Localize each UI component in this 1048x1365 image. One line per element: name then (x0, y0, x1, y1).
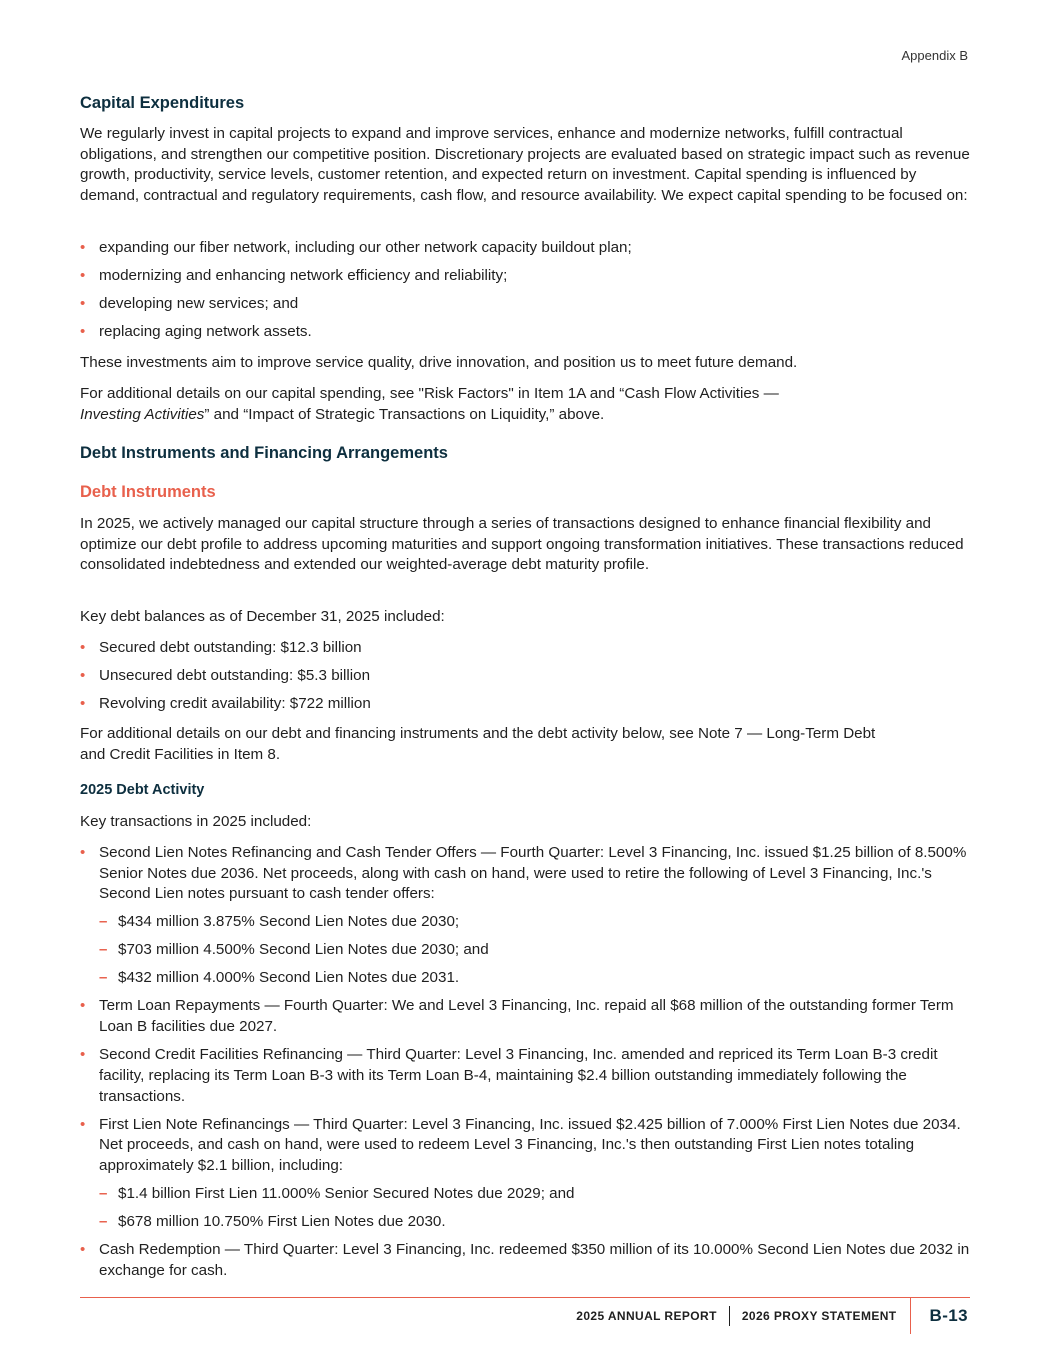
sub-list-item: – $1.4 billion First Lien 11.000% Senior Secured Notes due 2029; and (80, 1184, 970, 1205)
debt-balances-list (80, 638, 970, 715)
list-item: • developing new services; and (80, 294, 970, 315)
debt-heading: Debt Instruments and Financing Arrangements (80, 444, 448, 462)
capex-heading: Capital Expenditures (80, 94, 245, 112)
dash-icon: – (99, 913, 108, 931)
bullet-icon: • (80, 267, 86, 284)
list-item: • Term Loan Repayments — Fourth Quarter: We and Level 3 Financing, Inc. repaid all $68 million of the outstanding former Term Loan B facilities due 2027. (80, 997, 954, 1036)
bullet-icon: • (80, 639, 86, 656)
bullet-icon: • (80, 667, 86, 684)
list-item: • Secured debt outstanding: $12.3 billion (80, 638, 970, 659)
bullet-icon: • (80, 844, 86, 861)
debt-balances-lead: Key debt balances as of December 31, 2025 included: (80, 608, 445, 625)
bullet-icon: • (80, 695, 86, 712)
bullet-icon: • (80, 295, 86, 312)
debt-intro: In 2025, we actively managed our capital structure through a series of transactions designed to enhance financial flexibility and optimize our debt profile to address upcoming maturities and support ongoing transformation initiatives. These transactions reduced consolidated indebtedness and extended our weighted-average debt maturity profile. (80, 515, 964, 574)
debt-details: For additional details on our debt and financing instruments and the debt activity below, see Note 7 — Long-Term Debt and Credit Facilities in Item 8. (80, 725, 876, 763)
footer-annual-report: 2025 ANNUAL REPORT (576, 1309, 717, 1323)
list-item: • Unsecured debt outstanding: $5.3 billion (80, 666, 970, 687)
dash-icon: – (99, 1184, 108, 1202)
list-item: • replacing aging network assets. (80, 322, 970, 343)
sub-list-item: – $432 million 4.000% Second Lien Notes due 2031. (80, 968, 970, 989)
debt-activity-lead: Key transactions in 2025 included: (80, 813, 312, 830)
bullet-icon: • (80, 997, 86, 1015)
list-item: • Second Credit Facilities Refinancing — Third Quarter: Level 3 Financing, Inc. amended and repriced its Term Loan B-3 credit facility, replacing its Term Loan B-3 with its Term Loan B-4, maintaining $2.4 billion outstanding immediately following the transactions. (80, 1046, 938, 1105)
bullet-icon: • (80, 323, 86, 340)
capex-intro: We regularly invest in capital projects to expand and improve services, enhance and modernize networks, fulfill contractual obligations, and strengthen our competitive position. Discretionary projects are evaluated based on strategic impact such as revenue growth, productivity, service levels, customer retention, and expected return on investment. Capital spending is influenced by demand, contractual and regulatory requirements, cash flow, and resource availability. We expect capital spending to be focused on: (80, 125, 970, 205)
sub-list-item: – $678 million 10.750% First Lien Notes due 2030. (80, 1212, 970, 1233)
bullet-icon: • (80, 1115, 86, 1133)
list-item: • modernizing and enhancing network efficiency and reliability; (80, 266, 970, 287)
footer-proxy-statement: 2026 PROXY STATEMENT (741, 1309, 897, 1323)
list-item: • Revolving credit availability: $722 million (80, 694, 970, 715)
list-item: • expanding our fiber network, including our other network capacity buildout plan; (80, 238, 970, 259)
list-item: • Second Lien Notes Refinancing and Cash Tender Offers — Fourth Quarter: Level 3 Financing, Inc. issued $1.25 billion of 8.500% Senior Notes due 2036. Net proceeds, along with cash on hand, were used to retire the following of Level 3 Financing, Inc.'s Second Lien notes pursuant to cash tender offers: (80, 844, 967, 903)
capex-summary: These investments aim to improve service quality, drive innovation, and position us to meet future demand. (80, 354, 798, 371)
bullet-icon: • (80, 1240, 86, 1258)
page-number: B-13 (910, 1298, 968, 1334)
list-item: • Cash Redemption — Third Quarter: Level 3 Financing, Inc. redeemed $350 million of its 10.000% Second Lien Notes due 2032 in exchange for cash. (80, 1240, 970, 1279)
sub-list-item: – $703 million 4.500% Second Lien Notes due 2030; and (80, 940, 970, 961)
capex-bullet-list (80, 238, 970, 343)
bullet-icon: • (80, 239, 86, 256)
capex-details: For additional details on our capital spending, see "Risk Factors" in Item 1A and “Cash Flow Activities — Investing Activities” and “Impact of Strategic Transactions on Liquidity,” above. (80, 385, 779, 423)
footer-separator (729, 1306, 730, 1326)
debt-activity-heading: 2025 Debt Activity (80, 782, 205, 798)
appendix-label: Appendix B (901, 48, 968, 63)
page-footer (576, 1298, 968, 1334)
dash-icon: – (99, 969, 108, 987)
bullet-icon: • (80, 1046, 86, 1064)
debt-activity-list (80, 843, 970, 1281)
debt-instruments-subheading: Debt Instruments (80, 483, 216, 501)
sub-list-item: – $434 million 3.875% Second Lien Notes due 2030; (80, 912, 970, 933)
list-item: • First Lien Note Refinancings — Third Quarter: Level 3 Financing, Inc. issued $2.425 billion of 7.000% First Lien Notes due 2034. Net proceeds, and cash on hand, were used to redeem Level 3 Financing, Inc.'s then outstanding First Lien notes totaling approximately $2.1 billion, including: (80, 1115, 961, 1174)
dash-icon: – (99, 1212, 108, 1230)
dash-icon: – (99, 941, 108, 959)
